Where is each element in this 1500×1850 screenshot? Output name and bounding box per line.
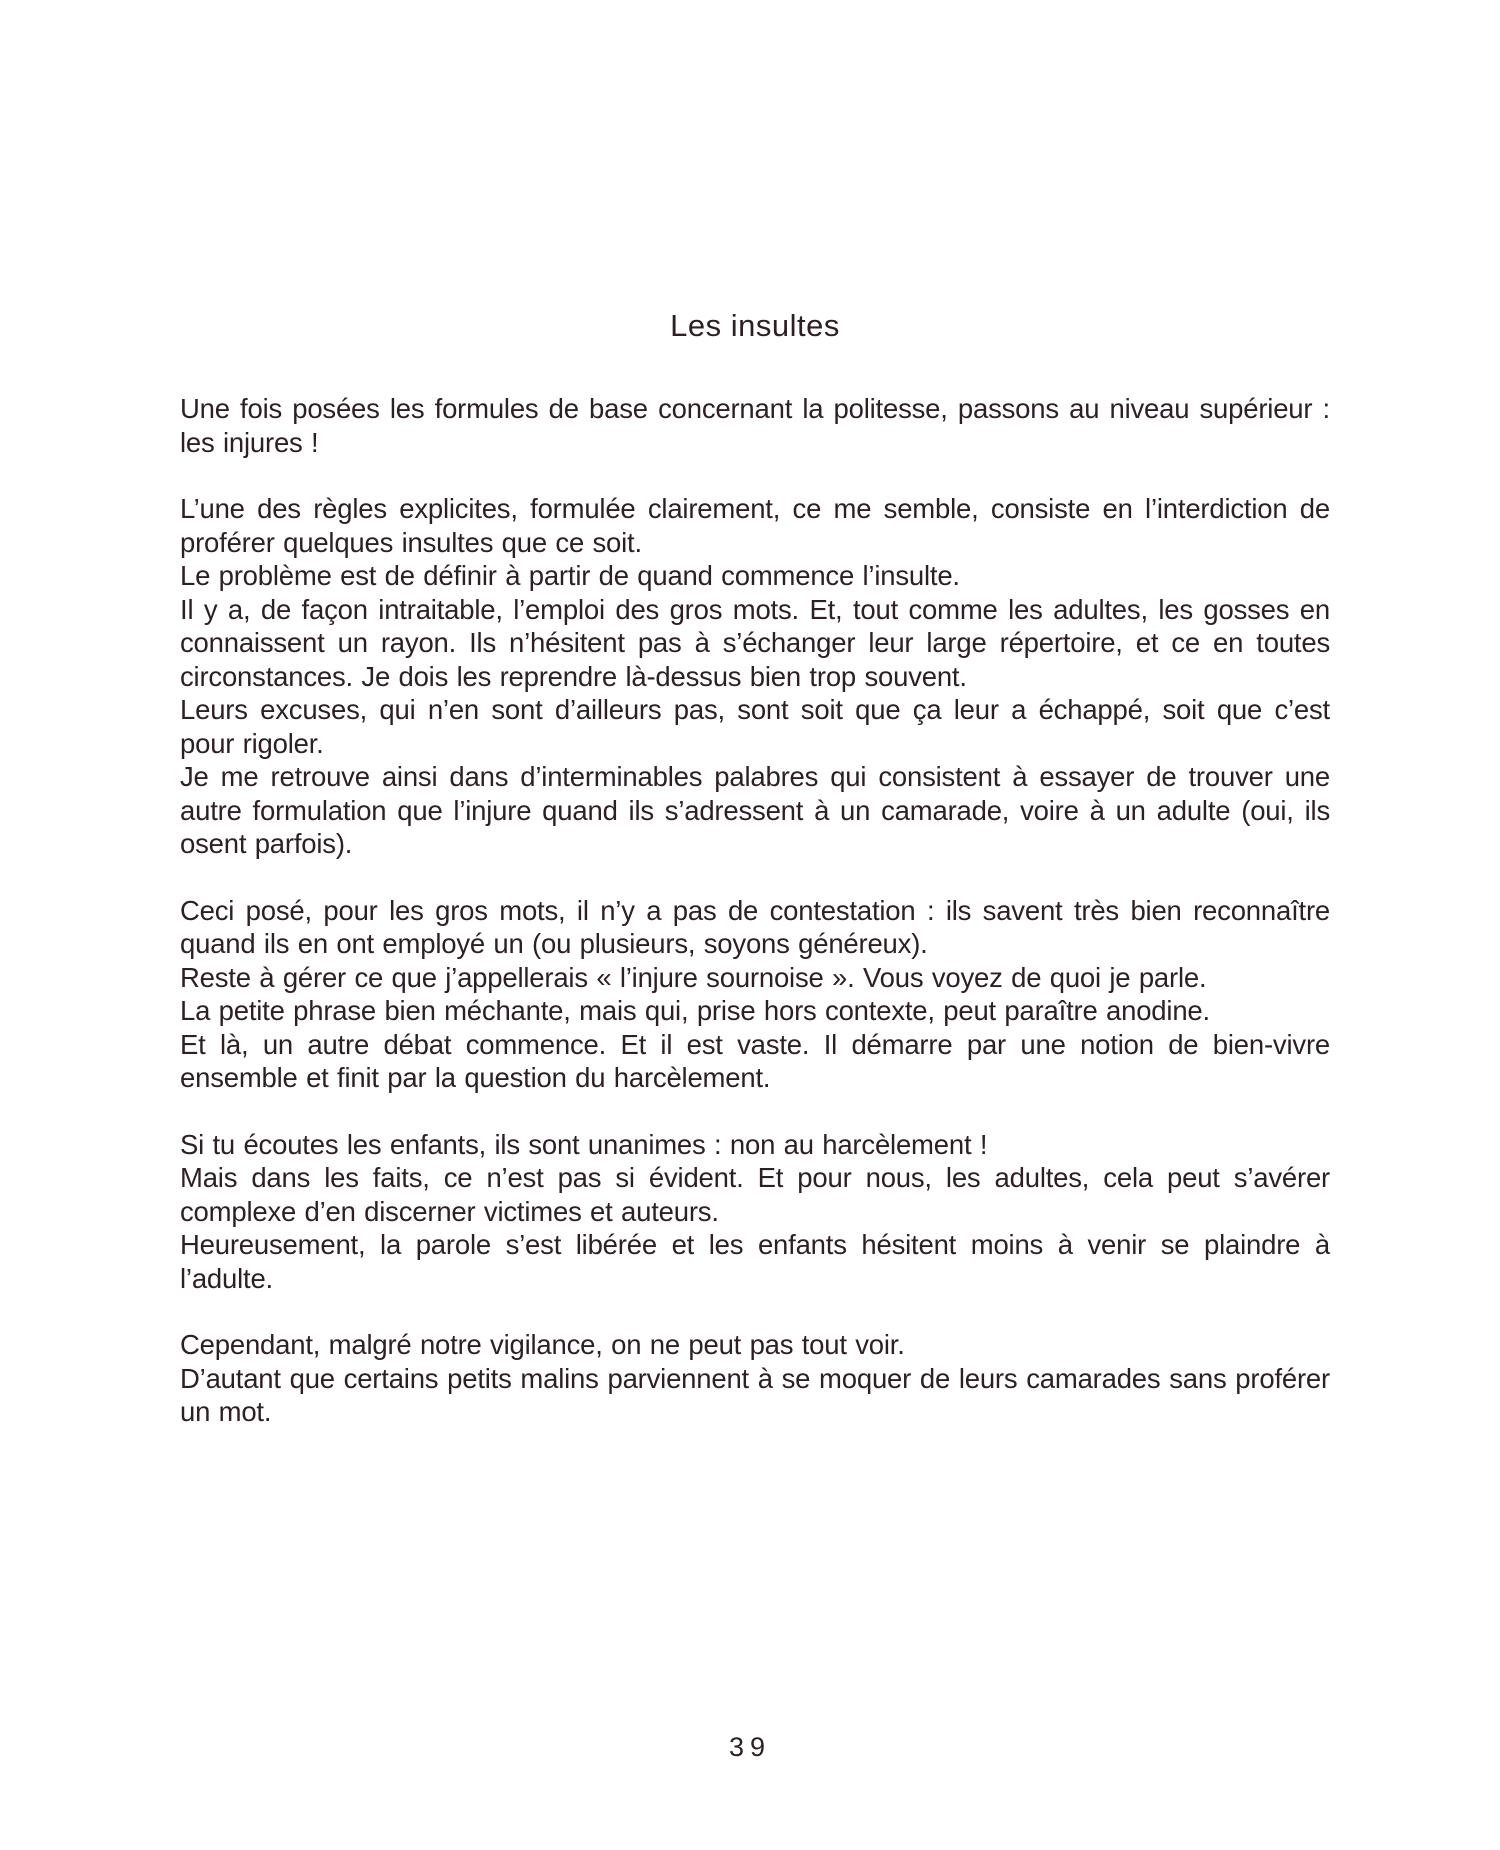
paragraph-block-3 [180, 894, 1330, 1095]
sentence: Si tu écoutes les enfants, ils sont unanimes : non au harcèlement ! [180, 1128, 988, 1160]
sentence: Une fois posées les formules de base concernant la politesse, passons au niveau supérieur : les injures ! [180, 393, 1330, 458]
sentence: Il y a, de façon intraitable, l’emploi des gros mots. Et, tout comme les adultes, les gosses en connaissent un rayon. Ils n’hésitent pas à s’échanger leur large répertoire, et ce en toutes circonstances. Je dois les reprendre là-dessus bien trop souvent. [180, 593, 1330, 692]
paragraph-block-4 [180, 1128, 1330, 1296]
sentence: Heureusement, la parole s’est libérée et les enfants hésitent moins à venir se plaindre à l’adulte. [180, 1229, 1330, 1294]
sentence: Ceci posé, pour les gros mots, il n’y a pas de contestation : ils savent très bien reconnaître quand ils en ont employé un (ou plusieurs, soyons généreux). [180, 894, 1330, 959]
sentence: Je me retrouve ainsi dans d’interminables palabres qui consistent à essayer de trouver une autre formulation que l’injure quand ils s’adressent à un camarade, voire à un adulte (oui, ils osent parfois). [180, 761, 1330, 859]
sentence: Et là, un autre débat commence. Et il est vaste. Il démarre par une notion de bien-vivre ensemble et finit par la question du harcèlement. [180, 1028, 1330, 1093]
sentence: L’une des règles explicites, formulée clairement, ce me semble, consiste en l’interdiction de proférer quelques insultes que ce soit. [180, 493, 1330, 558]
paragraph-block-1 [180, 392, 1330, 459]
paragraph-block-5 [180, 1328, 1330, 1429]
sentence: La petite phrase bien méchante, mais qui, prise hors contexte, peut paraître anodine. [180, 995, 1210, 1026]
page-number: 39 [728, 1732, 772, 1762]
sentence: Cependant, malgré notre vigilance, on ne peut pas tout voir. [180, 1329, 905, 1360]
sentence: Mais dans les faits, ce n’est pas si évident. Et pour nous, les adultes, cela peut s’avérer complexe d’en discerner victimes et auteurs. [180, 1162, 1330, 1227]
page-content [180, 306, 1330, 1429]
paragraph-block-2 [180, 492, 1330, 861]
sentence: Le problème est de définir à partir de quand commence l’insulte. [180, 560, 960, 591]
sentence: Leurs excuses, qui n’en sont d’ailleurs pas, sont soit que ça leur a échappé, soit que c’est pour rigoler. [180, 694, 1330, 759]
page-title: Les insultes [670, 308, 840, 343]
sentence: Reste à gérer ce que j’appellerais « l’injure sournoise ». Vous voyez de quoi je parle. [180, 961, 1207, 993]
sentence: D’autant que certains petits malins parviennent à se moquer de leurs camarades sans proférer un mot. [180, 1362, 1330, 1427]
